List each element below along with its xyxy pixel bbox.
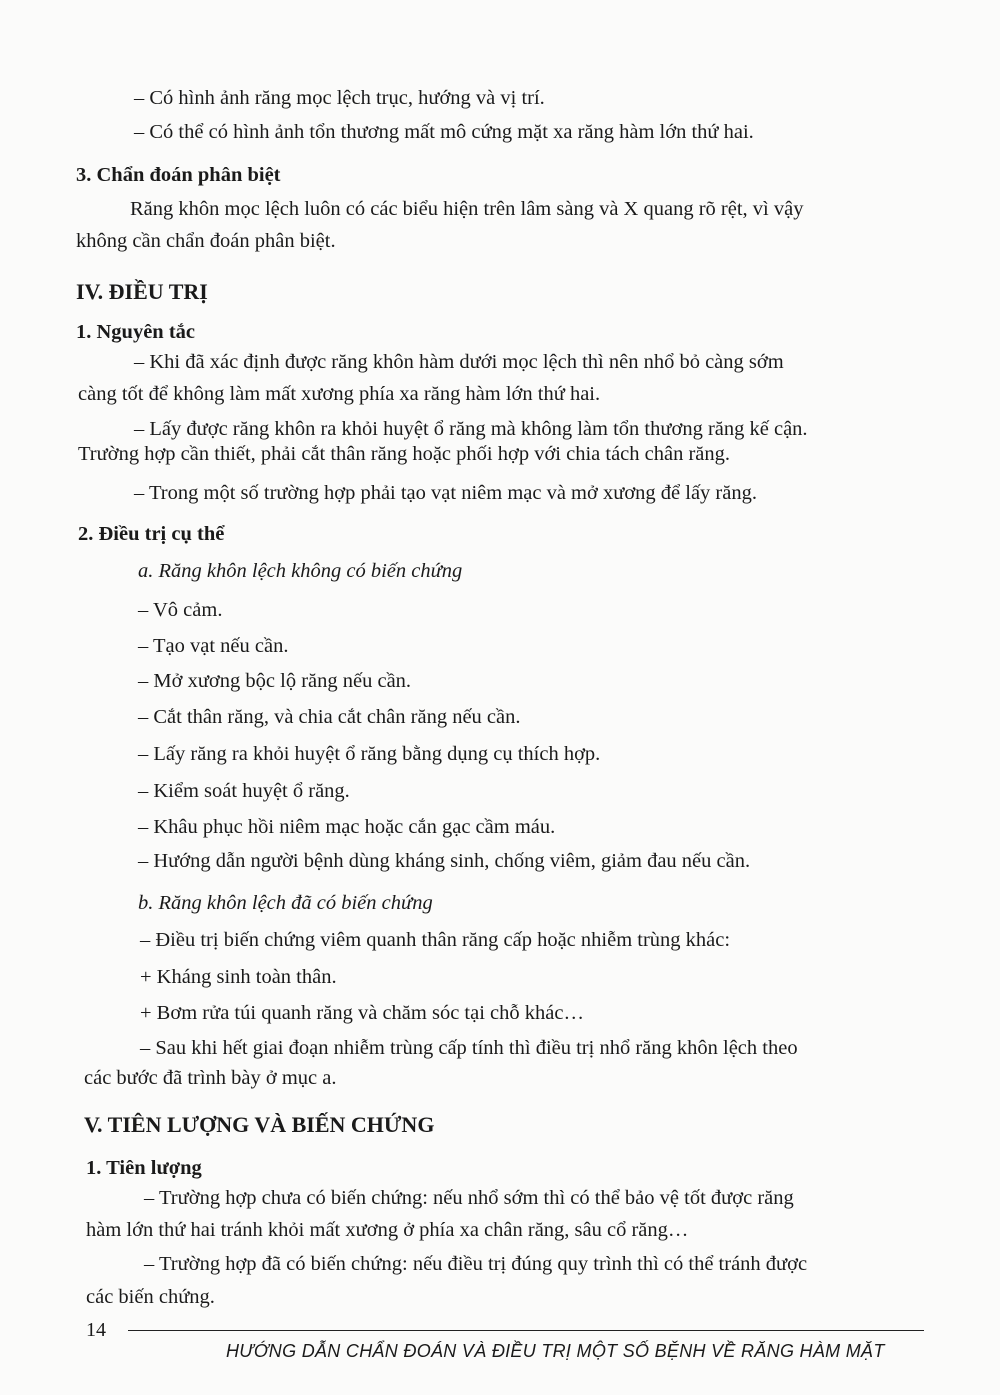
bullet-text: – Khi đã xác định được răng khôn hàm dưới mọc lệch thì nên nhổ bỏ càng sớm [134, 351, 784, 373]
section-heading: 2. Điều trị cụ thể [78, 523, 225, 545]
section-heading: 1. Nguyên tắc [76, 321, 196, 343]
chapter-heading: V. TIÊN LƯỢNG VÀ BIẾN CHỨNG [84, 1112, 435, 1137]
bullet-text: – Sau khi hết giai đoạn nhiễm trùng cấp tính thì điều trị nhổ răng khôn lệch theo [140, 1037, 798, 1059]
plus-bullet-text: + Kháng sinh toàn thân. [140, 966, 337, 988]
paragraph-line: Trường hợp cần thiết, phải cắt thân răng hoặc phối hợp với chia tách chân răng. [78, 443, 731, 465]
section-heading: 3. Chẩn đoán phân biệt [76, 164, 281, 186]
bullet-text: – Cắt thân răng, và chia cắt chân răng nếu cần. [138, 706, 521, 728]
bullet-text: – Lấy được răng khôn ra khỏi huyệt ổ răng mà không làm tổn thương răng kế cận. [134, 418, 808, 440]
bullet-text: – Tạo vạt nếu cần. [138, 635, 289, 657]
subsection-heading: a. Răng khôn lệch không có biến chứng [138, 560, 463, 582]
paragraph-line: các biến chứng. [86, 1286, 215, 1308]
bullet-text: – Trường hợp đã có biến chứng: nếu điều trị đúng quy trình thì có thể tránh được [144, 1253, 808, 1275]
paragraph-line: không cần chẩn đoán phân biệt. [76, 230, 336, 252]
subsection-heading: b. Răng khôn lệch đã có biến chứng [138, 892, 433, 914]
bullet-text: – Có thể có hình ảnh tổn thương mất mô cứng mặt xa răng hàm lớn thứ hai. [134, 121, 754, 143]
paragraph-line: Răng khôn mọc lệch luôn có các biểu hiện trên lâm sàng và X quang rõ rệt, vì vậy [130, 198, 804, 220]
paragraph-line: càng tốt để không làm mất xương phía xa răng hàm lớn thứ hai. [78, 383, 601, 405]
running-footer-title: HƯỚNG DẪN CHẨN ĐOÁN VÀ ĐIỀU TRỊ MỘT SỐ BỆNH VỀ RĂNG HÀM MẶT [226, 1341, 885, 1361]
bullet-text: – Khâu phục hồi niêm mạc hoặc cắn gạc cầm máu. [138, 816, 556, 838]
paragraph-line: hàm lớn thứ hai tránh khỏi mất xương ở phía xa chân răng, sâu cổ răng… [86, 1219, 689, 1241]
bullet-text: – Mở xương bộc lộ răng nếu cần. [138, 670, 412, 692]
bullet-text: – Hướng dẫn người bệnh dùng kháng sinh, chống viêm, giảm đau nếu cần. [138, 850, 751, 872]
paragraph-line: các bước đã trình bày ở mục a. [84, 1067, 337, 1089]
page-number: 14 [86, 1319, 106, 1341]
bullet-text: – Vô cảm. [138, 599, 223, 621]
footer-divider [128, 1330, 924, 1331]
bullet-text: – Có hình ảnh răng mọc lệch trục, hướng và vị trí. [134, 87, 545, 109]
bullet-text: – Trong một số trường hợp phải tạo vạt niêm mạc và mở xương để lấy răng. [134, 482, 757, 504]
bullet-text: – Kiểm soát huyệt ổ răng. [138, 780, 350, 802]
section-heading: 1. Tiên lượng [86, 1157, 202, 1179]
bullet-text: – Lấy răng ra khỏi huyệt ổ răng bằng dụng cụ thích hợp. [138, 743, 601, 765]
bullet-text: – Điều trị biến chứng viêm quanh thân răng cấp hoặc nhiễm trùng khác: [140, 929, 731, 951]
bullet-text: – Trường hợp chưa có biến chứng: nếu nhổ sớm thì có thể bảo vệ tốt được răng [144, 1187, 794, 1209]
plus-bullet-text: + Bơm rửa túi quanh răng và chăm sóc tại chỗ khác… [140, 1002, 584, 1024]
chapter-heading: IV. ĐIỀU TRỊ [76, 279, 208, 304]
